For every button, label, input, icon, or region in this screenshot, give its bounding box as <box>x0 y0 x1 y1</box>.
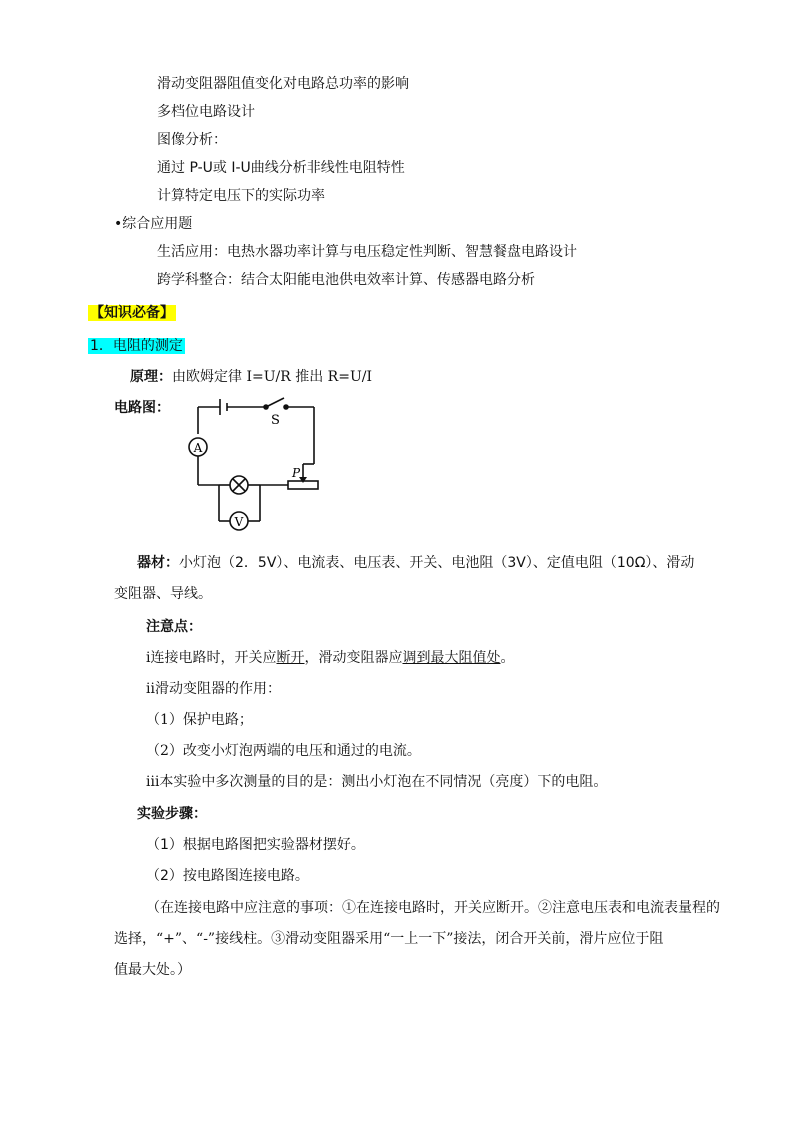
note-i-underline-1: 断开 <box>276 650 305 666</box>
note-ii: ⅱ滑动变阻器的作用： <box>146 681 281 697</box>
outline-item: 生活应用：电热水器功率计算与电压稳定性判断、智慧餐盘电路设计 <box>157 244 577 260</box>
outline-item: 计算特定电压下的实际功率 <box>157 188 325 204</box>
steps-note-line-1: （在连接电路中应注意的事项：①在连接电路时，开关应断开。②注意电压表和电流表量程的 <box>146 900 720 916</box>
heading-text: 1．电阻的测定 <box>90 338 183 354</box>
outline-item: 通过 P-U或 I-U曲线分析非线性电阻特性 <box>157 160 405 176</box>
outline-item: 滑动变阻器阻值变化对电路总功率的影响 <box>157 76 409 92</box>
section-header-label: 【知识必备】 <box>90 305 174 321</box>
principle-line <box>130 367 372 387</box>
note-i <box>146 648 514 668</box>
principle-label: 原理： <box>130 369 172 385</box>
note-i-underline-2: 调到最大阻值处 <box>402 650 501 666</box>
steps-note-line-2: 选择，“+”、“-”接线柱。③滑动变阻器采用“一上一下”接法，闭合开关前，滑片应位于阻 <box>114 931 664 947</box>
outline-item: 多档位电路设计 <box>157 104 255 120</box>
equipment-text: 小灯泡（2．5V）、电流表、电压表、开关、电池阻（3V）、定值电阻（10Ω）、滑动 <box>179 555 695 571</box>
outline-item: 跨学科整合：结合太阳能电池供电效率计算、传感器电路分析 <box>157 272 535 288</box>
steps-note-line-3: 值最大处。） <box>114 962 191 978</box>
switch-blade <box>266 398 284 407</box>
step-2: （2）按电路图连接电路。 <box>146 868 309 884</box>
circuit-label: 电路图： <box>114 400 170 416</box>
switch-label: S <box>271 413 280 428</box>
step-1: （1）根据电路图把实验器材摆好。 <box>146 837 365 853</box>
outline-item: 图像分析： <box>157 132 227 148</box>
equipment-line-1 <box>137 553 694 573</box>
equipment-line-2: 变阻器、导线。 <box>114 586 212 602</box>
note-ii-1: （1）保护电路； <box>146 712 253 728</box>
heading-resistance-measurement <box>88 336 185 356</box>
section-header <box>88 303 176 323</box>
steps-label: 实验步骤： <box>137 806 207 822</box>
ammeter-label: A <box>193 441 203 455</box>
principle-text: 由欧姆定律 I=U/R 推出 R=U/I <box>172 369 372 385</box>
note-i-mid: ，滑动变阻器应 <box>304 650 403 666</box>
note-iii: ⅲ本实验中多次测量的目的是：测出小灯泡在不同情况（亮度）下的电阻。 <box>146 774 608 790</box>
slider-arrow <box>299 477 307 483</box>
slider-label: P <box>292 466 301 480</box>
notes-label: 注意点： <box>146 619 202 635</box>
outline-heading: •综合应用题 <box>114 216 193 232</box>
note-i-prefix: ⅰ连接电路时，开关应 <box>146 650 277 666</box>
circuit-diagram <box>182 393 332 533</box>
voltmeter-label: V <box>234 515 244 529</box>
note-i-end: 。 <box>500 650 515 666</box>
equipment-label: 器材： <box>137 555 179 571</box>
note-ii-2: （2）改变小灯泡两端的电压和通过的电流。 <box>146 743 421 759</box>
